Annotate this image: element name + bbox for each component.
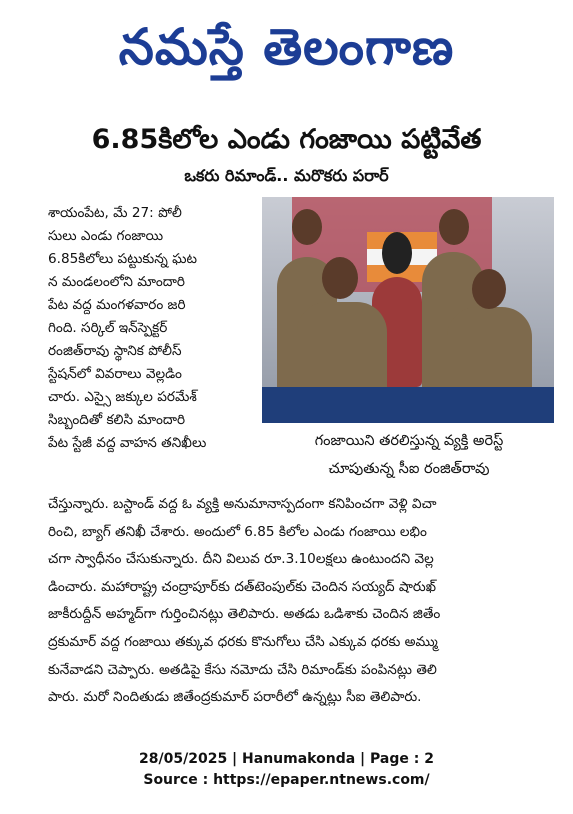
caption-line: గంజాయిని తరలిస్తున్న వ్యక్తి అరెస్ట్ (314, 433, 504, 449)
text-line: స్టేషన్‌లో వివరాలు వెల్లడిం (48, 366, 182, 382)
text-line: జాకీరుద్దీన్ అహ్మద్‌గా గుర్తించినట్లు తెలిపారు. అతడు ఒడిశాకు చెందిన జితేం (48, 606, 441, 623)
text-line: చేస్తున్నారు. బస్టాండ్ వద్ద ఓ వ్యక్తి అనుమానాస్పదంగా కనిపించగా వెళ్లి విచా (48, 496, 437, 512)
text-line: పారు. మరో నిందితుడు జితేంద్రకుమార్ పరారీలో ఉన్నట్లు సీఐ తెలిపారు. (48, 689, 422, 706)
article-subhead: ఒకరు రిమాండ్.. మరొకరు పరార్ (184, 166, 389, 185)
clipped-previous-text (72, 96, 222, 105)
photo-hooded-head (382, 232, 412, 274)
footer-date-edition: 28/05/2025 | Hanumakonda | Page : 2 (139, 751, 434, 767)
photo-head (472, 269, 506, 309)
photo-head (439, 209, 469, 245)
text-line: ద్రకుమార్ వద్ద గంజాయి తక్కువ ధరకు కొనుగోలు చేసి ఎక్కువ ధరకు అమ్ము (48, 633, 438, 650)
text-line: డించారు. మహారాష్ట్ర చంద్రాపూర్‌కు దత్‌టెంపుల్‌కు చెందిన సయ్యద్ షారుఖ్ (48, 578, 436, 595)
footer (0, 749, 573, 791)
photo-head (292, 209, 322, 245)
text-line: పేట స్టేజీ వద్ద వాహన తనిఖీలు (48, 435, 207, 451)
text-line: సిబ్బందితో కలిసి మాందారి (48, 412, 186, 428)
article-full-text (48, 491, 554, 712)
text-line: గింది. సర్కిల్ ఇన్‌స్పెక్టర్ (48, 320, 168, 336)
text-line: న మండలంలోని మాందారి (48, 274, 185, 290)
photo-head (322, 257, 358, 299)
article-headline: 6.85కిలోల ఎండు గంజాయి పట్టివేత (91, 124, 482, 155)
photo-desk (262, 387, 554, 423)
news-photo (262, 197, 554, 423)
photo-caption (267, 427, 551, 491)
text-line: రించి, బ్యాగ్ తనిఖీ చేశారు. అందులో 6.85 కిలోల ఎండు గంజాయి లభిం (48, 523, 427, 540)
caption-line: చూపుతున్న సీఐ రంజిత్‌రావు (328, 461, 490, 477)
text-line: చారు. ఎస్సై జక్కుల పరమేశ్ (48, 389, 197, 405)
footer-source[interactable]: Source : https://epaper.ntnews.com/ (143, 772, 430, 788)
text-line: చగా స్వాధీనం చేసుకున్నారు. దీని విలువ రూ.3.10లక్షలు ఉంటుందని వెల్ల (48, 551, 434, 568)
text-line: రంజిత్‌రావు స్థానిక పోలీస్ (48, 343, 182, 359)
text-line: పేట వద్ద మంగళవారం జరి (48, 297, 186, 313)
text-line: శాయంపేట, మే 27: పోలీ (48, 205, 182, 221)
article-column-text (48, 202, 236, 455)
text-line: కునేవాడని చెప్పారు. అతడిపై కేసు నమోదు చేసి రిమాండ్‌కు పంపినట్లు తెలి (48, 661, 437, 678)
newspaper-logo: నమస్తే తెలంగాణ (118, 18, 455, 76)
text-line: సులు ఎండు గంజాయి (48, 228, 164, 244)
text-line: 6.85కిలోలు పట్టుకున్న ఘట (48, 251, 197, 267)
masthead (0, 0, 573, 92)
